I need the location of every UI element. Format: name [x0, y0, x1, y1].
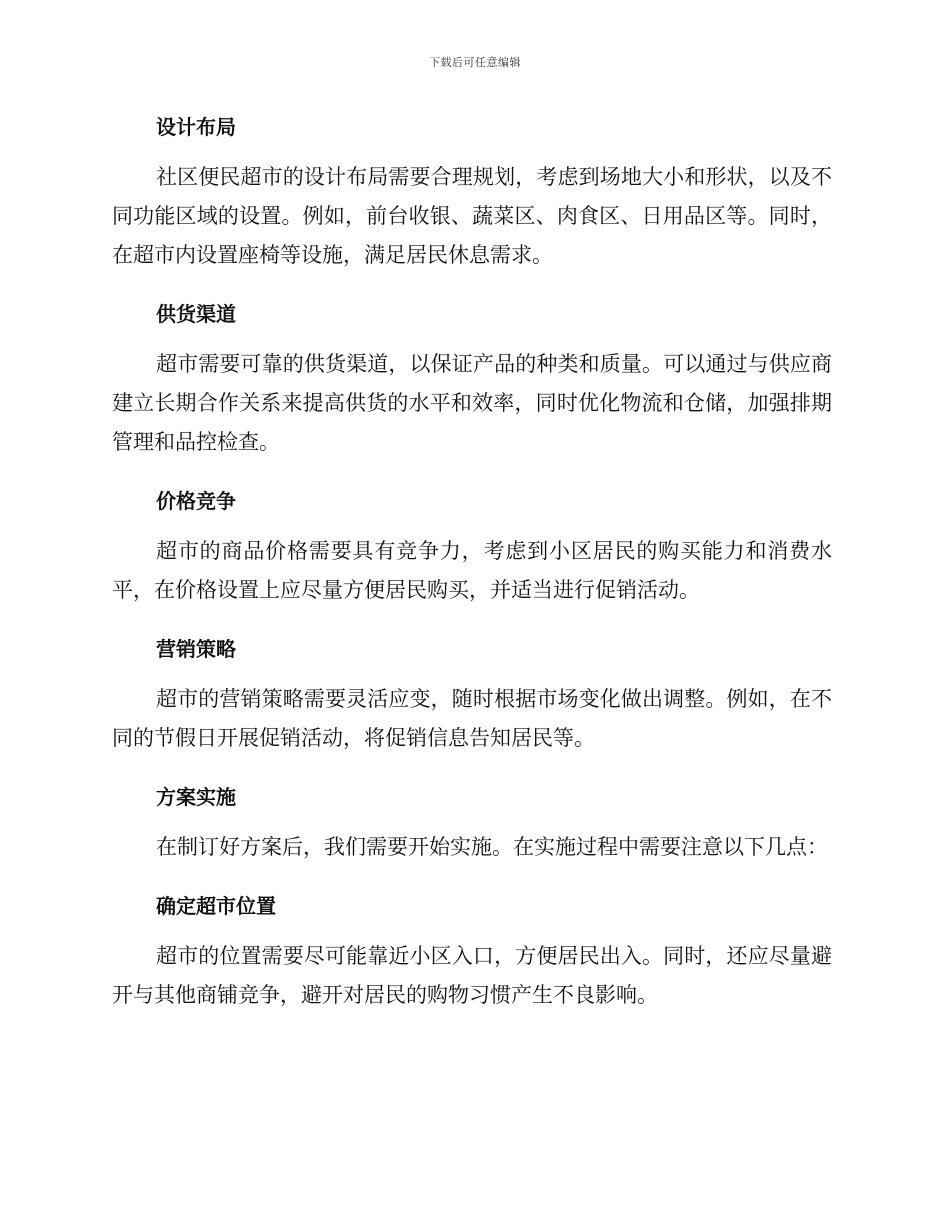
section-heading: 确定超市位置 [156, 894, 276, 918]
section-supply-channel [112, 295, 832, 462]
section-store-location [112, 887, 832, 1015]
section-marketing-strategy [112, 630, 832, 758]
section-plan-implementation [112, 778, 832, 867]
section-heading: 方案实施 [156, 785, 236, 809]
section-design-layout [112, 108, 832, 275]
section-paragraph: 超市的商品价格需要具有竞争力，考虑到小区居民的购买能力和消费水平，在价格设置上应尽量方便居民购买，并适当进行促销活动。 [112, 539, 832, 602]
section-heading: 价格竞争 [156, 489, 236, 513]
document-body [112, 108, 832, 1035]
section-heading: 供货渠道 [156, 302, 236, 326]
section-paragraph: 在制订好方案后，我们需要开始实施。在实施过程中需要注意以下几点： [156, 835, 828, 859]
section-paragraph: 社区便民超市的设计布局需要合理规划，考虑到场地大小和形状，以及不同功能区域的设置。例如，前台收银、蔬菜区、肉食区、日用品区等。同时，在超市内设置座椅等设施，满足居民休息需求。 [112, 165, 832, 267]
section-paragraph: 超市的营销策略需要灵活应变，随时根据市场变化做出调整。例如，在不同的节假日开展促销活动，将促销信息告知居民等。 [112, 687, 832, 750]
section-paragraph: 超市需要可靠的供货渠道，以保证产品的种类和质量。可以通过与供应商建立长期合作关系来提高供货的水平和效率，同时优化物流和仓储，加强排期管理和品控检查。 [112, 352, 832, 454]
header-note: 下载后可任意编辑 [429, 56, 521, 69]
section-paragraph: 超市的位置需要尽可能靠近小区入口，方便居民出入。同时，还应尽量避开与其他商铺竞争，避开对居民的购物习惯产生不良影响。 [112, 944, 832, 1007]
section-price-competition [112, 482, 832, 610]
section-heading: 设计布局 [156, 115, 236, 139]
section-heading: 营销策略 [156, 637, 236, 661]
